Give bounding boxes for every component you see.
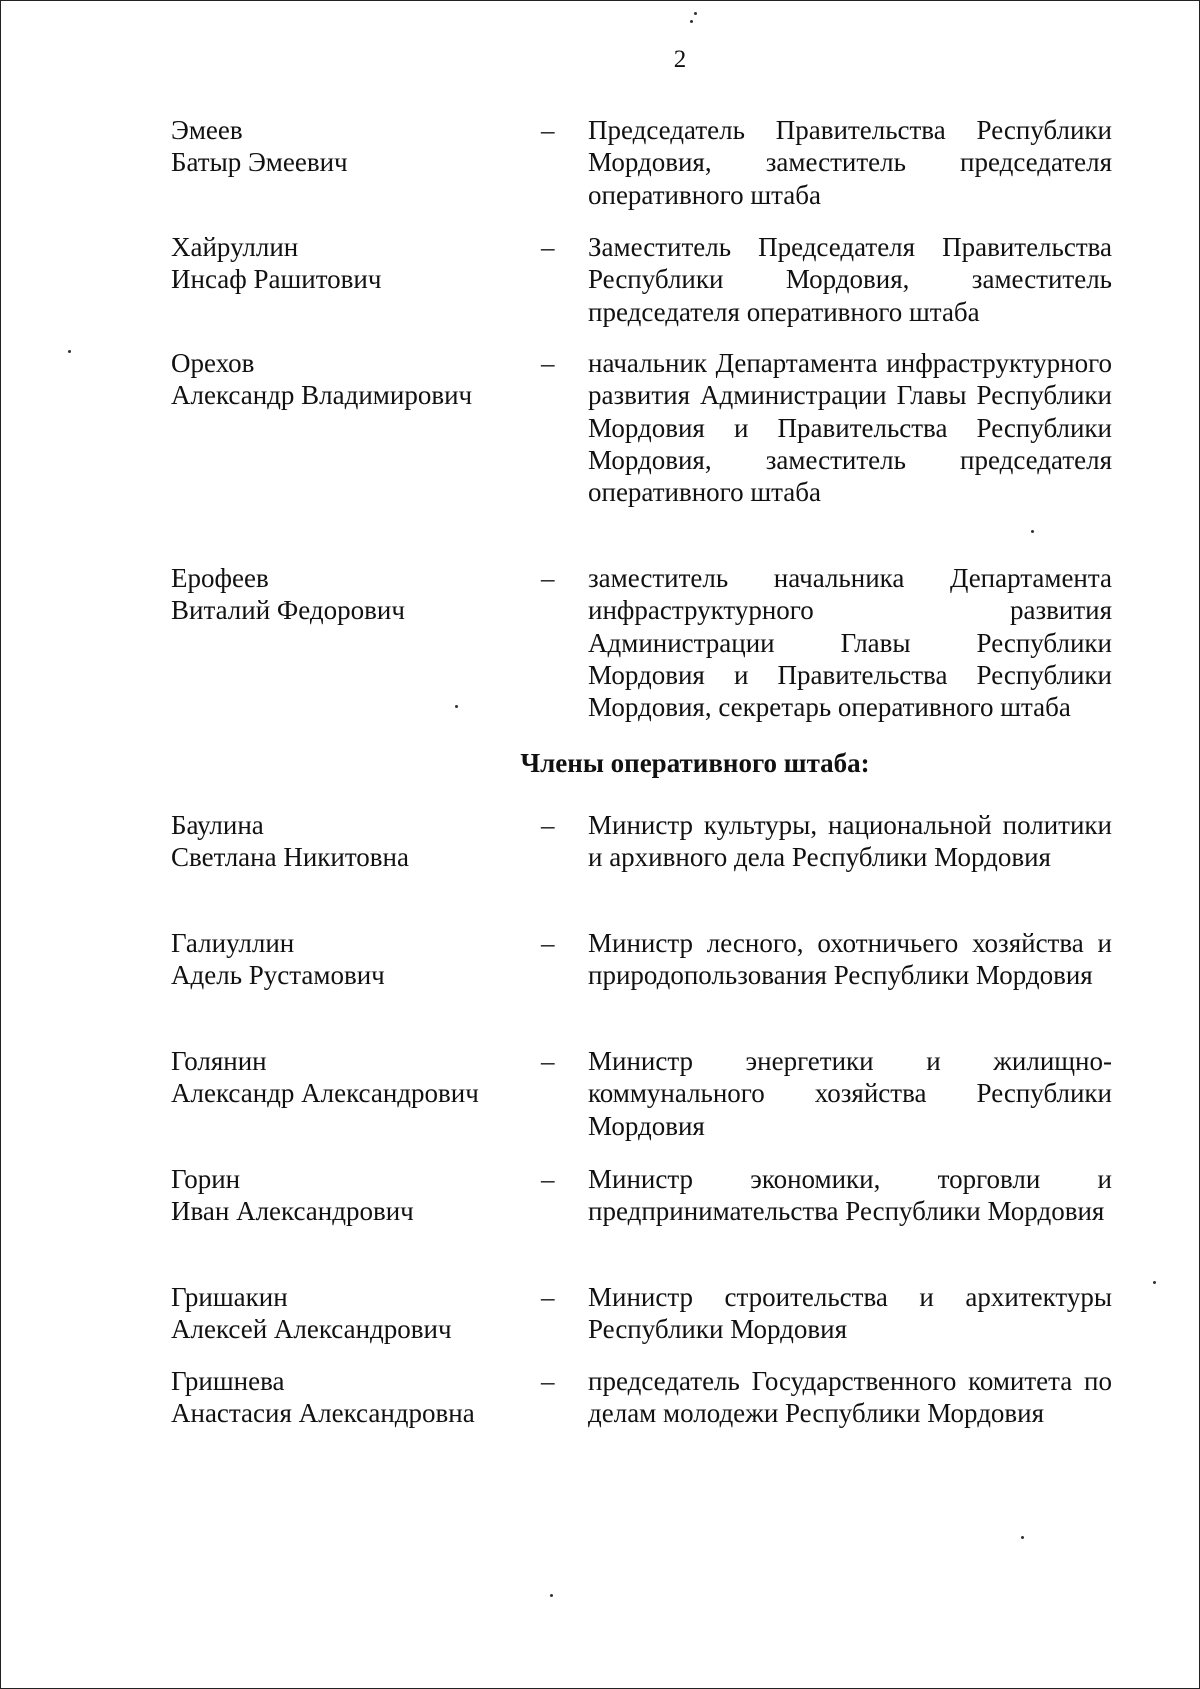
person-name xyxy=(171,927,531,991)
given-names: Батыр Эмеевич xyxy=(171,147,348,177)
page-number: 2 xyxy=(673,46,687,73)
scan-speck xyxy=(550,1594,553,1597)
dash: – xyxy=(541,1366,555,1396)
given-names: Александр Владимирович xyxy=(171,380,473,410)
person-name xyxy=(171,1365,531,1429)
dash: – xyxy=(541,115,555,145)
surname: Гришакин xyxy=(171,1282,288,1312)
dash: – xyxy=(541,928,555,958)
person-name xyxy=(171,114,531,178)
surname: Баулина xyxy=(171,810,264,840)
person-name xyxy=(171,347,531,411)
person-role: председатель Государственного комитета по делам молодежи Республики Мордовия xyxy=(588,1366,1112,1429)
dash: – xyxy=(541,348,555,378)
person-role: Министр энергетики и жилищно-коммунального хозяйства Республики Мордовия xyxy=(588,1046,1112,1141)
dash: – xyxy=(541,1046,555,1076)
scan-speck xyxy=(1031,530,1034,533)
scan-speck xyxy=(694,12,697,15)
person-role: Министр строительства и архитектуры Республики Мордовия xyxy=(588,1282,1112,1345)
surname: Гришнева xyxy=(171,1366,285,1396)
scan-speck xyxy=(1021,1536,1024,1539)
person-role: Министр лесного, охотничьего хозяйства и природопользования Республики Мордовия xyxy=(588,928,1112,991)
surname: Галиуллин xyxy=(171,928,295,958)
given-names: Иван Александрович xyxy=(171,1196,414,1226)
surname: Горин xyxy=(171,1164,241,1194)
person-role: начальник Департамента инфраструктурного развития Администрации Главы Республики Мордовия и Правительства Республики Мордовия, заместитель председателя оперативного штаба xyxy=(588,348,1112,508)
person-name xyxy=(171,1163,531,1227)
person-name xyxy=(171,231,531,295)
given-names: Анастасия Александровна xyxy=(171,1398,475,1428)
dash: – xyxy=(541,810,555,840)
person-name xyxy=(171,562,531,626)
dash: – xyxy=(541,563,555,593)
scan-speck xyxy=(455,705,458,708)
dash: – xyxy=(541,232,555,262)
given-names: Инсаф Рашитович xyxy=(171,264,382,294)
given-names: Светлана Никитовна xyxy=(171,842,409,872)
scan-speck xyxy=(68,350,71,353)
dash: – xyxy=(541,1282,555,1312)
surname: Хайруллин xyxy=(171,232,299,262)
given-names: Алексей Александрович xyxy=(171,1314,452,1344)
person-role: Министр культуры, национальной политики и архивного дела Республики Мордовия xyxy=(588,810,1112,873)
surname: Эмеев xyxy=(171,115,243,145)
given-names: Виталий Федорович xyxy=(171,595,405,625)
section-heading: Члены оперативного штаба: xyxy=(520,748,870,778)
person-name xyxy=(171,1281,531,1345)
scan-speck xyxy=(690,20,693,23)
surname: Ерофеев xyxy=(171,563,269,593)
person-role: Председатель Правительства Республики Мордовия, заместитель председателя оперативного штаба xyxy=(588,115,1112,210)
surname: Орехов xyxy=(171,348,255,378)
person-name xyxy=(171,809,531,873)
person-role: Заместитель Председателя Правительства Республики Мордовия, заместитель председателя оперативного штаба xyxy=(588,232,1112,327)
person-role: заместитель начальника Департамента инфраструктурного развития Администрации Главы Республики Мордовия и Правительства Республики Мордовия, секретарь оперативного штаба xyxy=(588,563,1112,723)
person-role: Министр экономики, торговли и предпринимательства Республики Мордовия xyxy=(588,1164,1112,1227)
dash: – xyxy=(541,1164,555,1194)
person-name xyxy=(171,1045,531,1109)
surname: Голянин xyxy=(171,1046,267,1076)
given-names: Адель Рустамович xyxy=(171,960,385,990)
given-names: Александр Александрович xyxy=(171,1078,479,1108)
scan-speck xyxy=(1153,1281,1156,1284)
